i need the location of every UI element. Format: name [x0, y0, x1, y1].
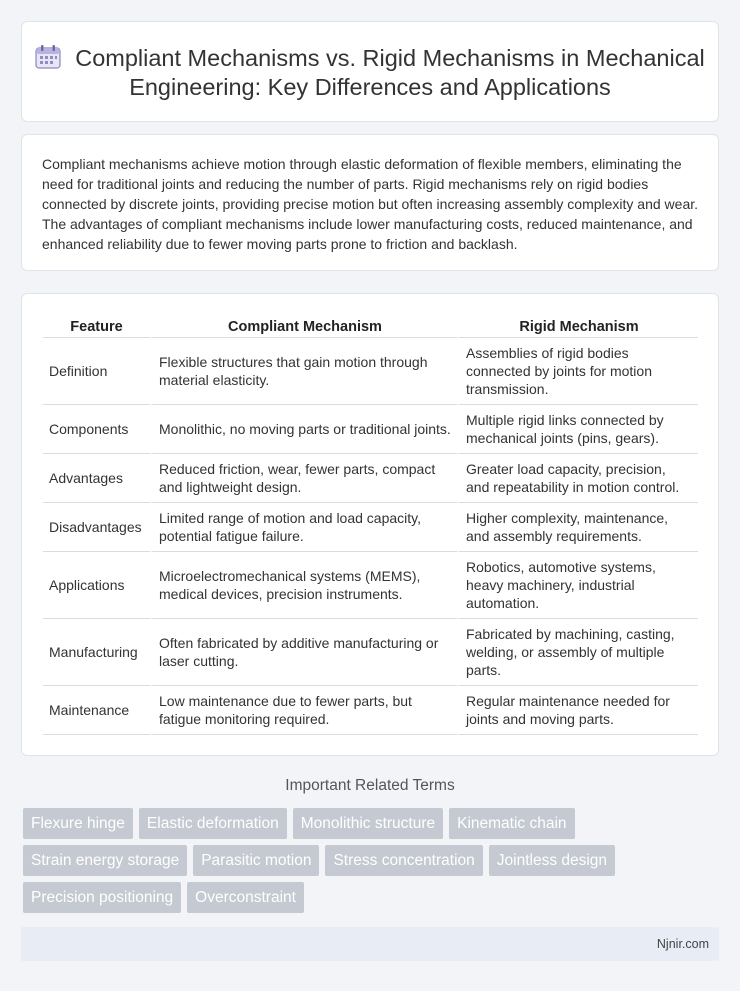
row-rigid: Regular maintenance needed for joints and moving parts.	[457, 686, 698, 735]
row-compliant: Monolithic, no moving parts or traditional joints.	[150, 405, 457, 454]
row-feature: Advantages	[43, 454, 150, 503]
row-rigid: Multiple rigid links connected by mechanical joints (pins, gears).	[457, 405, 698, 454]
row-compliant: Low maintenance due to fewer parts, but fatigue monitoring required.	[150, 686, 457, 735]
related-term-chip[interactable]: Elastic deformation	[139, 808, 287, 839]
related-term-chip[interactable]: Flexure hinge	[23, 808, 133, 839]
row-feature: Components	[43, 405, 150, 454]
comparison-table	[43, 314, 698, 735]
summary-text: Compliant mechanisms achieve motion through elastic deformation of flexible members, eliminating the need for traditional joints and reducing the number of parts. Rigid mechanisms rely on rigid bodies connected by discrete joints, providing precise motion but often increasing assembly complexity and wear. The advantages of compliant mechanisms include lower manufacturing costs, reduced maintenance, and enhanced reliability due to fewer moving parts prone to friction and backlash.	[42, 156, 699, 252]
table-row	[43, 686, 698, 735]
related-term-chip[interactable]: Stress concentration	[325, 845, 482, 876]
row-rigid: Assemblies of rigid bodies connected by joints for motion transmission.	[457, 338, 698, 405]
row-feature: Disadvantages	[43, 503, 150, 552]
table-row	[43, 405, 698, 454]
page-title: Compliant Mechanisms vs. Rigid Mechanisms in Mechanical Engineering: Key Differences and Applications	[75, 45, 705, 100]
row-feature: Definition	[43, 338, 150, 405]
related-term-chip[interactable]: Parasitic motion	[193, 845, 319, 876]
row-compliant: Often fabricated by additive manufacturing or laser cutting.	[150, 619, 457, 686]
table-row	[43, 619, 698, 686]
table-header-row	[43, 314, 698, 338]
footer-bar	[21, 927, 719, 961]
row-compliant: Flexible structures that gain motion through material elasticity.	[150, 338, 457, 405]
row-rigid: Higher complexity, maintenance, and assembly requirements.	[457, 503, 698, 552]
table-row	[43, 503, 698, 552]
header-feature: Feature	[43, 314, 150, 338]
row-feature: Applications	[43, 552, 150, 619]
table-card	[21, 293, 719, 756]
row-rigid: Greater load capacity, precision, and repeatability in motion control.	[457, 454, 698, 503]
related-terms-heading: Important Related Terms	[285, 777, 455, 794]
row-rigid: Robotics, automotive systems, heavy machinery, industrial automation.	[457, 552, 698, 619]
calendar-icon	[35, 45, 61, 69]
related-term-chip[interactable]: Strain energy storage	[23, 845, 187, 876]
row-rigid: Fabricated by machining, casting, welding, or assembly of multiple parts.	[457, 619, 698, 686]
related-term-chip[interactable]: Overconstraint	[187, 882, 304, 913]
related-term-chip[interactable]: Kinematic chain	[449, 808, 574, 839]
row-compliant: Limited range of motion and load capacity, potential fatigue failure.	[150, 503, 457, 552]
table-row	[43, 338, 698, 405]
summary-card	[21, 134, 719, 271]
title-card	[21, 21, 719, 122]
related-term-chip[interactable]: Monolithic structure	[293, 808, 443, 839]
row-feature: Maintenance	[43, 686, 150, 735]
header-compliant: Compliant Mechanism	[150, 314, 457, 338]
row-compliant: Reduced friction, wear, fewer parts, compact and lightweight design.	[150, 454, 457, 503]
footer-site-name[interactable]: Njnir.com	[656, 937, 709, 951]
row-feature: Manufacturing	[43, 619, 150, 686]
related-terms-list	[23, 808, 703, 919]
table-row	[43, 454, 698, 503]
table-row	[43, 552, 698, 619]
related-term-chip[interactable]: Precision positioning	[23, 882, 181, 913]
related-term-chip[interactable]: Jointless design	[489, 845, 615, 876]
header-rigid: Rigid Mechanism	[457, 314, 698, 338]
row-compliant: Microelectromechanical systems (MEMS), medical devices, precision instruments.	[150, 552, 457, 619]
